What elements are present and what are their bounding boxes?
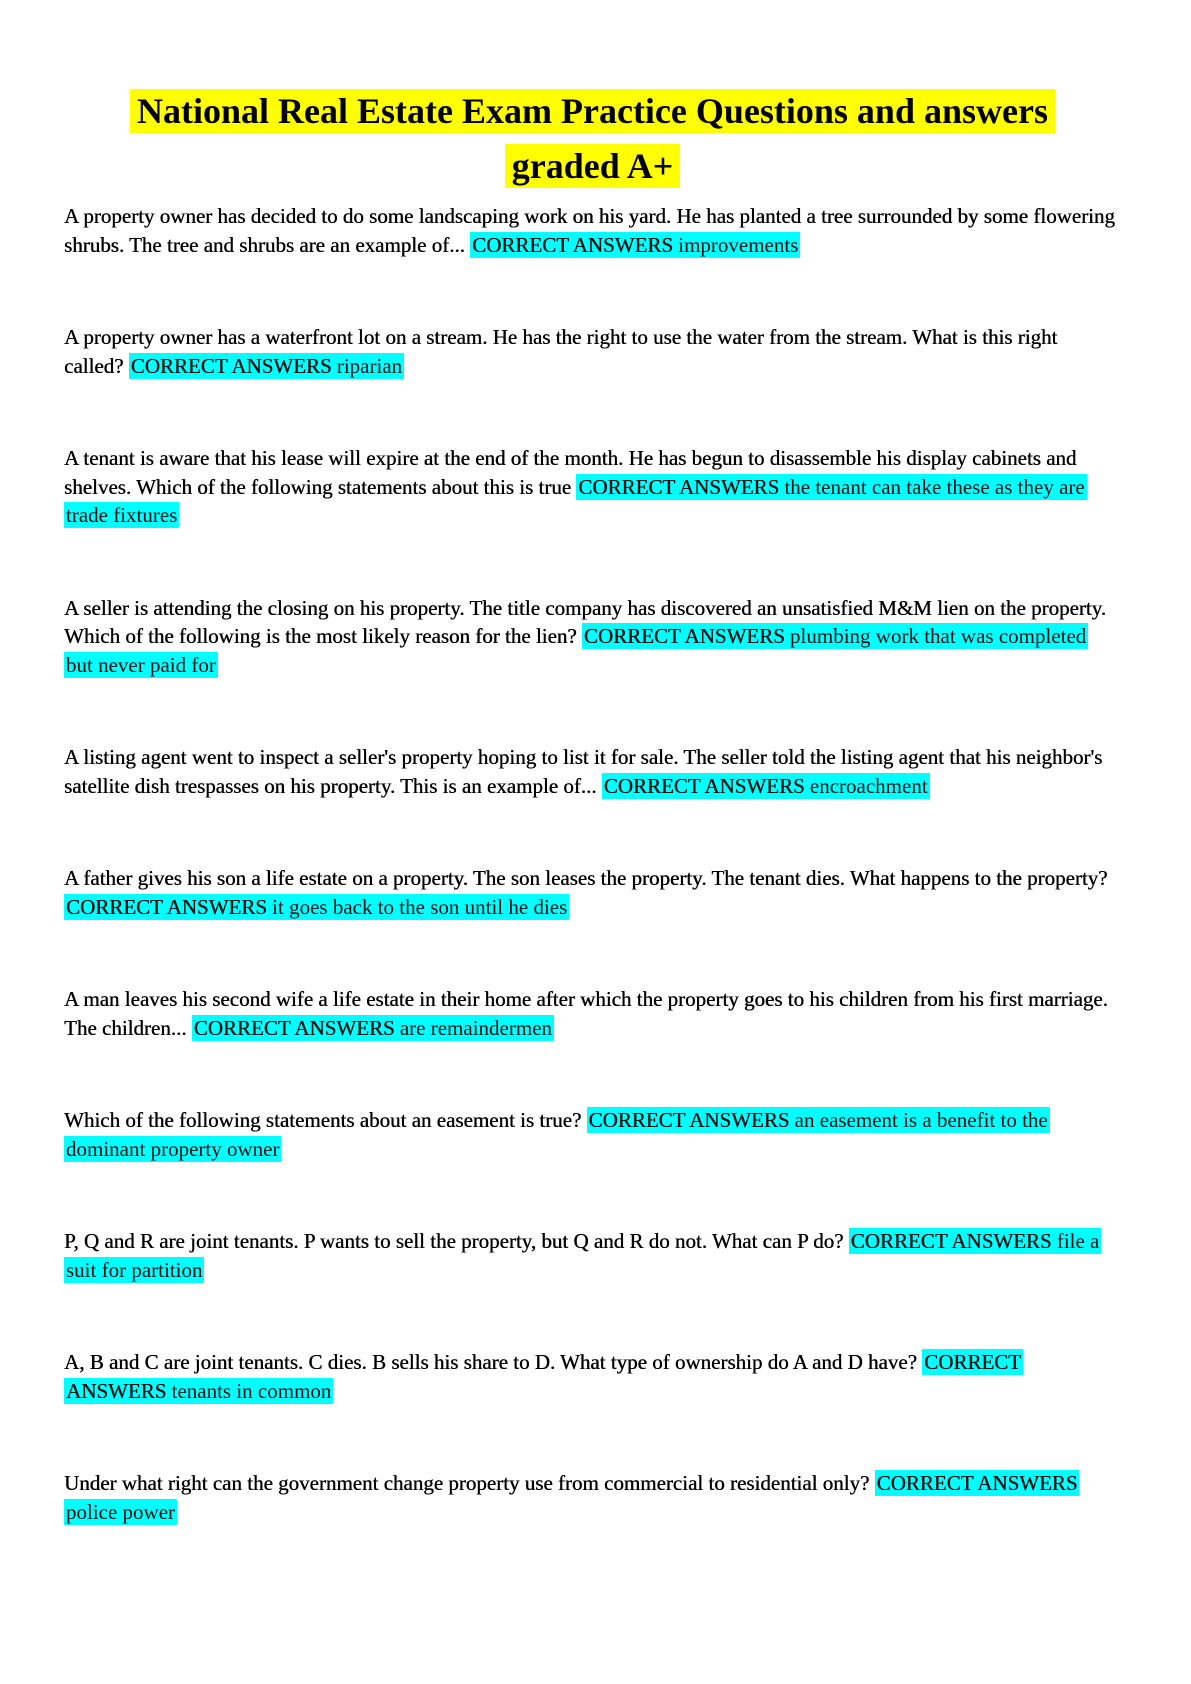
answer-text: an easement is a benefit to the dominant property owner: [66, 1108, 1048, 1161]
qa-item: [64, 985, 1116, 1042]
question-text: Under what right can the government change property use from commercial to residential only?: [64, 1471, 870, 1495]
qa-item: [64, 444, 1116, 530]
qa-item: [64, 1227, 1116, 1284]
question-text: A tenant is aware that his lease will expire at the end of the month. He has begun to disassemble his display cabinets and shelves. Which of the following statements about this is true: [64, 446, 1077, 499]
correct-answers-label: CORRECT ANSWERS: [578, 474, 780, 499]
qa-item: [64, 1469, 1116, 1526]
qa-item: [64, 202, 1116, 259]
question-text: A seller is attending the closing on his property. The title company has discovered an unsatisfied M&M lien on the property. Which of the following is the most likely reason for the lien?: [64, 595, 1107, 648]
qa-item: [64, 864, 1116, 921]
correct-answers-label: CORRECT ANSWERS: [66, 1350, 1021, 1403]
qa-item: [64, 1106, 1116, 1163]
answer-text: file a suit for partition: [66, 1229, 1100, 1282]
correct-answers-label: CORRECT ANSWERS: [850, 1229, 1052, 1253]
answer-highlight: [192, 1015, 554, 1041]
qa-list: [64, 202, 1116, 1526]
answer-text: tenants in common: [171, 1378, 332, 1403]
correct-answers-label: CORRECT ANSWERS: [583, 624, 785, 648]
page-title: [93, 84, 1093, 194]
question-text: P, Q and R are joint tenants. P wants to sell the property, but Q and R do not. What can P do?: [64, 1229, 844, 1253]
answer-highlight: [470, 232, 800, 258]
question-text: A property owner has a waterfront lot on a stream. He has the right to use the water from the stream. What is this right called?: [64, 325, 1058, 378]
correct-answers-label: CORRECT ANSWERS: [876, 1471, 1078, 1495]
title-highlight: National Real Estate Exam Practice Questions and answers graded A+: [130, 89, 1055, 188]
answer-text: riparian: [336, 353, 403, 378]
qa-item: [64, 1348, 1116, 1405]
answer-text: it goes back to the son until he dies: [272, 894, 568, 919]
answer-text: police power: [66, 1499, 176, 1524]
question-text: A father gives his son a life estate on a property. The son leases the property. The tenant dies. What happens to the property?: [64, 866, 1108, 890]
correct-answers-label: CORRECT ANSWERS: [130, 353, 332, 378]
question-text: Which of the following statements about an easement is true?: [64, 1108, 582, 1132]
answer-highlight: [64, 894, 569, 920]
question-text: A man leaves his second wife a life estate in their home after which the property goes to his children from his first marriage. The children...: [64, 987, 1108, 1040]
answer-text: improvements: [678, 232, 799, 257]
answer-highlight: [602, 773, 930, 799]
answer-text: plumbing work that was completed but never paid for: [66, 624, 1087, 677]
qa-item: [64, 594, 1116, 680]
correct-answers-label: CORRECT ANSWERS: [588, 1108, 790, 1132]
qa-item: [64, 743, 1116, 800]
question-text: A, B and C are joint tenants. C dies. B sells his share to D. What type of ownership do A and D have?: [64, 1350, 917, 1374]
answer-text: encroachment: [809, 773, 928, 798]
question-text: A property owner has decided to do some landscaping work on his yard. He has planted a tree surrounded by some flowering shrubs. The tree and shrubs are an example of...: [64, 204, 1115, 257]
correct-answers-label: CORRECT ANSWERS: [603, 773, 805, 798]
correct-answers-label: CORRECT ANSWERS: [472, 232, 673, 257]
qa-item: [64, 323, 1116, 380]
question-text: A listing agent went to inspect a seller's property hoping to list it for sale. The seller told the listing agent that his neighbor's satellite dish trespasses on his property. This is an example of...: [64, 745, 1103, 798]
answer-text: are remaindermen: [399, 1015, 553, 1040]
answer-highlight: [129, 353, 404, 379]
answer-text: the tenant can take these as they are trade fixtures: [66, 474, 1085, 527]
correct-answers-label: CORRECT ANSWERS: [193, 1015, 395, 1040]
correct-answers-label: CORRECT ANSWERS: [66, 894, 267, 919]
